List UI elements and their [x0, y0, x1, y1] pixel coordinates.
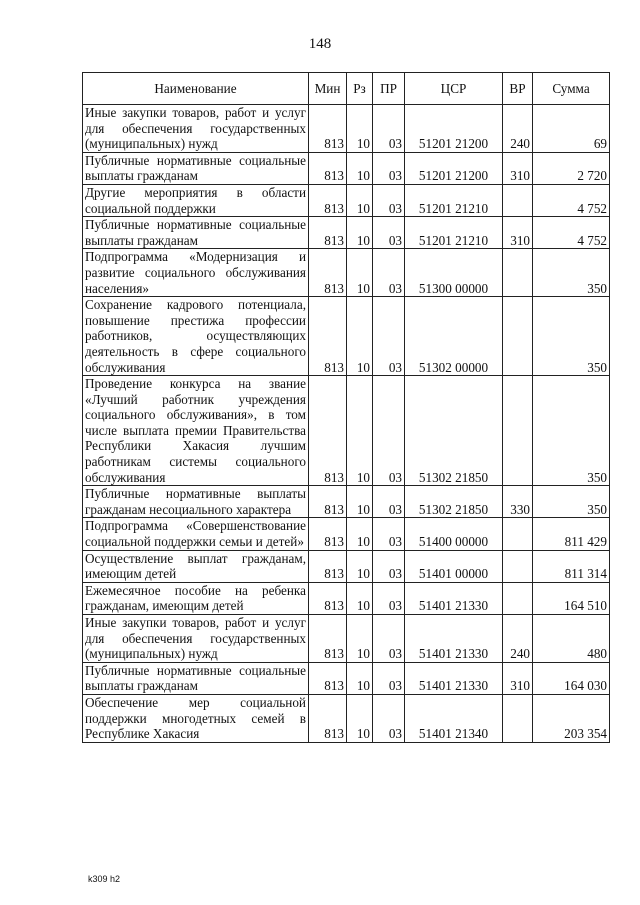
- cell-vr: [503, 518, 533, 550]
- cell-rz: 10: [347, 550, 373, 582]
- table-row: [83, 550, 610, 582]
- cell-min: 813: [309, 297, 347, 376]
- cell-name: Публичные нормативные социальные выплаты гражданам: [83, 152, 309, 184]
- cell-rz: 10: [347, 486, 373, 518]
- cell-pr: 03: [373, 376, 405, 486]
- cell-pr: 03: [373, 249, 405, 297]
- header-vr: ВР: [503, 73, 533, 105]
- cell-sum: 164 510: [533, 582, 610, 614]
- cell-pr: 03: [373, 518, 405, 550]
- cell-vr: 310: [503, 152, 533, 184]
- cell-vr: [503, 550, 533, 582]
- cell-min: 813: [309, 518, 347, 550]
- cell-rz: 10: [347, 662, 373, 694]
- cell-vr: 310: [503, 662, 533, 694]
- cell-min: 813: [309, 249, 347, 297]
- cell-sum: 2 720: [533, 152, 610, 184]
- cell-csr: 51302 21850: [405, 486, 503, 518]
- header-rz: Рз: [347, 73, 373, 105]
- header-csr: ЦСР: [405, 73, 503, 105]
- cell-pr: 03: [373, 694, 405, 742]
- budget-table: [82, 72, 610, 743]
- cell-vr: [503, 376, 533, 486]
- cell-vr: [503, 694, 533, 742]
- cell-pr: 03: [373, 615, 405, 663]
- cell-sum: 350: [533, 376, 610, 486]
- cell-vr: [503, 184, 533, 216]
- table-row: [83, 297, 610, 376]
- cell-min: 813: [309, 582, 347, 614]
- page-number: 148: [308, 36, 332, 52]
- cell-pr: 03: [373, 662, 405, 694]
- cell-csr: 51300 00000: [405, 249, 503, 297]
- cell-name: Сохранение кадрового потенциала, повышение престижа профессии работников, осуществляющих деятельность в сфере социального обслуживания: [83, 297, 309, 376]
- cell-name: Иные закупки товаров, работ и услуг для обеспечения государственных (муниципальных) нужд: [83, 105, 309, 153]
- table-row: [83, 152, 610, 184]
- cell-rz: 10: [347, 152, 373, 184]
- cell-csr: 51401 21340: [405, 694, 503, 742]
- cell-name: Обеспечение мер социальной поддержки многодетных семей в Республике Хакасия: [83, 694, 309, 742]
- cell-csr: 51401 21330: [405, 582, 503, 614]
- table-row: [83, 486, 610, 518]
- cell-pr: 03: [373, 297, 405, 376]
- cell-vr: [503, 297, 533, 376]
- cell-name: Публичные нормативные социальные выплаты гражданам: [83, 217, 309, 249]
- footer-code: k309 h2: [88, 874, 121, 884]
- cell-vr: [503, 582, 533, 614]
- cell-name: Иные закупки товаров, работ и услуг для обеспечения государственных (муниципальных) нужд: [83, 615, 309, 663]
- cell-name: Осуществление выплат гражданам, имеющим детей: [83, 550, 309, 582]
- cell-vr: 240: [503, 615, 533, 663]
- table-row: [83, 582, 610, 614]
- table-row: [83, 105, 610, 153]
- cell-rz: 10: [347, 615, 373, 663]
- cell-sum: 203 354: [533, 694, 610, 742]
- cell-rz: 10: [347, 297, 373, 376]
- header-pr: ПР: [373, 73, 405, 105]
- cell-min: 813: [309, 662, 347, 694]
- cell-pr: 03: [373, 184, 405, 216]
- table-row: [83, 249, 610, 297]
- table-row: [83, 694, 610, 742]
- cell-pr: 03: [373, 550, 405, 582]
- cell-name: Публичные нормативные социальные выплаты гражданам: [83, 662, 309, 694]
- cell-pr: 03: [373, 217, 405, 249]
- cell-sum: 811 314: [533, 550, 610, 582]
- cell-vr: [503, 249, 533, 297]
- cell-sum: 4 752: [533, 217, 610, 249]
- cell-rz: 10: [347, 376, 373, 486]
- table-row: [83, 217, 610, 249]
- cell-min: 813: [309, 105, 347, 153]
- cell-name: Проведение конкурса на звание «Лучший работник учреждения социального обслуживания», в том числе выплата премии Правительства Республики Хакасия лучшим работникам системы социального обслуживания: [83, 376, 309, 486]
- cell-min: 813: [309, 184, 347, 216]
- cell-sum: 480: [533, 615, 610, 663]
- cell-vr: 330: [503, 486, 533, 518]
- header-name: Наименование: [83, 73, 309, 105]
- table-row: [83, 184, 610, 216]
- cell-name: Другие мероприятия в области социальной поддержки: [83, 184, 309, 216]
- cell-min: 813: [309, 615, 347, 663]
- cell-csr: 51302 00000: [405, 297, 503, 376]
- cell-sum: 69: [533, 105, 610, 153]
- cell-min: 813: [309, 152, 347, 184]
- cell-csr: 51400 00000: [405, 518, 503, 550]
- table-header-row: [83, 73, 610, 105]
- cell-csr: 51401 00000: [405, 550, 503, 582]
- cell-sum: 350: [533, 297, 610, 376]
- cell-pr: 03: [373, 582, 405, 614]
- cell-name: Публичные нормативные выплаты гражданам несоциального характера: [83, 486, 309, 518]
- header-sum: Сумма: [533, 73, 610, 105]
- cell-rz: 10: [347, 105, 373, 153]
- cell-rz: 10: [347, 582, 373, 614]
- table-row: [83, 376, 610, 486]
- cell-csr: 51201 21210: [405, 184, 503, 216]
- cell-name: Ежемесячное пособие на ребенка гражданам, имеющим детей: [83, 582, 309, 614]
- cell-csr: 51201 21200: [405, 152, 503, 184]
- cell-csr: 51201 21200: [405, 105, 503, 153]
- cell-min: 813: [309, 694, 347, 742]
- cell-min: 813: [309, 550, 347, 582]
- cell-rz: 10: [347, 217, 373, 249]
- cell-csr: 51401 21330: [405, 662, 503, 694]
- cell-min: 813: [309, 486, 347, 518]
- cell-rz: 10: [347, 518, 373, 550]
- cell-csr: 51401 21330: [405, 615, 503, 663]
- table-row: [83, 615, 610, 663]
- cell-sum: 4 752: [533, 184, 610, 216]
- cell-csr: 51302 21850: [405, 376, 503, 486]
- table-row: [83, 662, 610, 694]
- cell-csr: 51201 21210: [405, 217, 503, 249]
- cell-pr: 03: [373, 105, 405, 153]
- cell-sum: 350: [533, 486, 610, 518]
- cell-rz: 10: [347, 184, 373, 216]
- cell-name: Подпрограмма «Модернизация и развитие социального обслуживания населения»: [83, 249, 309, 297]
- cell-sum: 811 429: [533, 518, 610, 550]
- header-min: Мин: [309, 73, 347, 105]
- cell-sum: 164 030: [533, 662, 610, 694]
- cell-min: 813: [309, 217, 347, 249]
- table-row: [83, 518, 610, 550]
- cell-min: 813: [309, 376, 347, 486]
- cell-name: Подпрограмма «Совершенствование социальной поддержки семьи и детей»: [83, 518, 309, 550]
- cell-vr: 240: [503, 105, 533, 153]
- cell-rz: 10: [347, 249, 373, 297]
- cell-sum: 350: [533, 249, 610, 297]
- cell-vr: 310: [503, 217, 533, 249]
- cell-rz: 10: [347, 694, 373, 742]
- cell-pr: 03: [373, 486, 405, 518]
- cell-pr: 03: [373, 152, 405, 184]
